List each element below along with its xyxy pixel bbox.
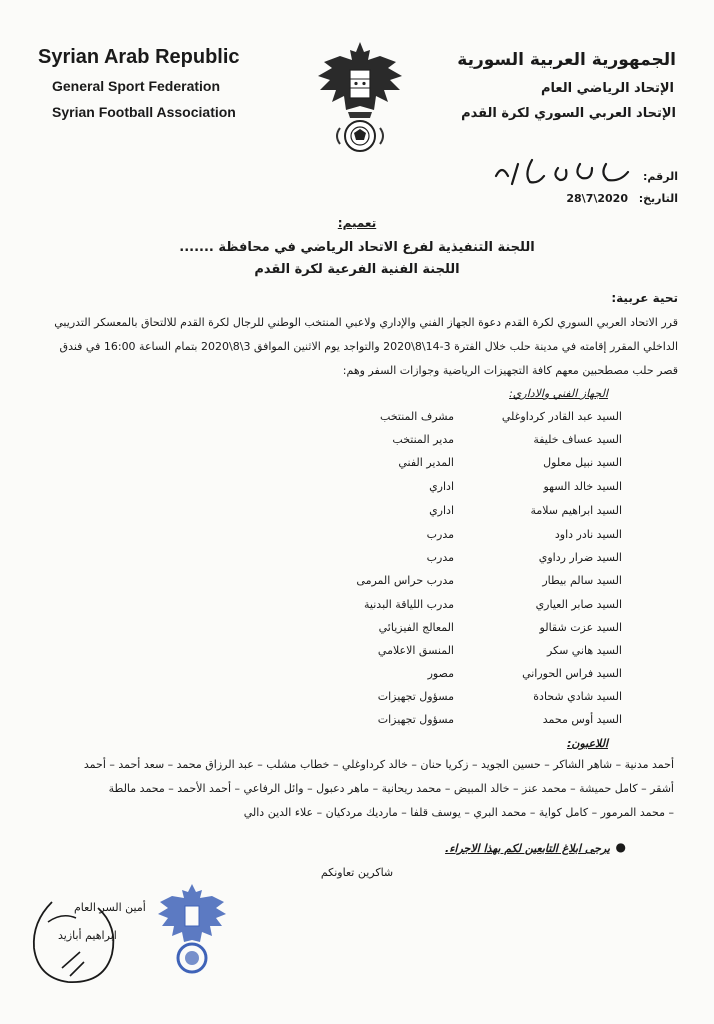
staff-role: مسؤول تجهيزات bbox=[377, 690, 454, 703]
staff-name: السيد عساف خليفة bbox=[533, 433, 622, 446]
staff-name: السيد شادي شحادة bbox=[533, 690, 622, 703]
date-label: التاريخ: bbox=[638, 192, 678, 205]
staff-row bbox=[302, 644, 622, 664]
staff-row bbox=[302, 574, 622, 594]
header-en-federation: General Sport Federation bbox=[52, 78, 221, 94]
staff-role: مشرف المنتخب bbox=[380, 410, 454, 423]
header-en-country: Syrian Arab Republic bbox=[38, 46, 240, 68]
staff-name: السيد سالم بيطار bbox=[542, 574, 622, 587]
date-value: 28\7\2020 bbox=[566, 192, 628, 205]
staff-section-title: الجهاز الفني والاداري: bbox=[509, 387, 608, 400]
staff-role: اداري bbox=[429, 504, 454, 517]
staff-row bbox=[302, 667, 622, 687]
staff-row bbox=[302, 433, 622, 453]
staff-role: مسؤول تجهيزات bbox=[377, 713, 454, 726]
body-line-2: الداخلي المقرر إقامته في مدينة حلب خلال الفترة 3-14\8\2020 والتواجد يوم الاثنين الموافق 3\8\2020 بتمام الساعة 16:00 في فندق bbox=[59, 340, 678, 353]
header-en-association: Syrian Football Association bbox=[52, 104, 236, 120]
bullet-icon: ● bbox=[615, 840, 626, 854]
header-ar-federation: الإتحاد الرياضي العام bbox=[541, 81, 674, 96]
staff-row bbox=[302, 690, 622, 710]
circular-title: تعميم: bbox=[337, 216, 377, 230]
staff-row bbox=[302, 528, 622, 548]
eagle-emblem-icon bbox=[310, 36, 410, 154]
players-line-2: أشقر – كامل حميشة – محمد عنز – خالد المبيض – محمد ريحانية – ماهر دعبول – وائل الرفاعي – أحمد الأحمد – محمد مالطة bbox=[108, 782, 674, 795]
staff-name: السيد أوس محمد bbox=[542, 713, 622, 726]
staff-name: السيد ضرار رداوي bbox=[538, 551, 622, 564]
staff-row bbox=[302, 713, 622, 733]
staff-name: السيد فراس الحوراني bbox=[522, 667, 622, 680]
staff-role: مصور bbox=[427, 667, 454, 680]
players-line-1: أحمد مدنية – شاهر الشاكر – حسين الجويد – زكريا حنان – خالد كرداوغلي – خطاب مشلب – عبد الرزاق محمد – سعد أحمد – أحمد bbox=[83, 758, 674, 771]
staff-row bbox=[302, 410, 622, 430]
header-ar-country: الجمهورية العربية السورية bbox=[457, 50, 676, 70]
reference-label: الرقم: bbox=[643, 170, 678, 183]
signatory-title: أمين السر العام bbox=[74, 901, 146, 914]
staff-row bbox=[302, 598, 622, 618]
staff-role: مدرب bbox=[426, 528, 454, 541]
staff-row bbox=[302, 551, 622, 571]
official-stamp-icon bbox=[152, 880, 232, 976]
staff-name: السيد نبيل معلول bbox=[543, 456, 622, 469]
signatory-name: ابراهيم أبازيد bbox=[58, 929, 117, 942]
staff-role: مدرب bbox=[426, 551, 454, 564]
addressee-line-2: اللجنة الفنية الفرعية لكرة القدم bbox=[254, 262, 460, 277]
staff-name: السيد صابر العياري bbox=[535, 598, 622, 611]
staff-row bbox=[302, 456, 622, 476]
handwritten-ref-number bbox=[488, 154, 638, 190]
staff-name: السيد خالد السهو bbox=[543, 480, 622, 493]
staff-role: مدير المنتخب bbox=[392, 433, 454, 446]
players-line-3: – محمد المرمور – كامل كواية – محمد البري – يوسف قلفا – ماردیك مردكيان – علاء الدين دالي bbox=[243, 806, 674, 819]
staff-role: المنسق الاعلامي bbox=[377, 644, 454, 657]
staff-role: مدرب حراس المرمى bbox=[356, 574, 454, 587]
staff-name: السيد هاني سكر bbox=[546, 644, 622, 657]
staff-row bbox=[302, 621, 622, 641]
greeting: تحية عربية: bbox=[611, 291, 678, 305]
staff-row bbox=[302, 480, 622, 500]
body-line-3: قصر حلب مصطحبين معهم كافة التجهيزات الرياضية وجوازات السفر وهم: bbox=[342, 364, 678, 377]
staff-name: السيد نادر داود bbox=[554, 528, 622, 541]
body-line-1: قرر الاتحاد العربي السوري لكرة القدم دعوة الجهاز الفني والإداري ولاعبي المنتخب الوطني للرجال لكرة القدم للالتحاق بالمعسكر التدريبي bbox=[54, 316, 678, 329]
staff-name: السيد عزت شقالو bbox=[539, 621, 622, 634]
players-section-title: اللاعبون: bbox=[566, 737, 608, 750]
closing-thanks: شاكرين تعاونكم bbox=[320, 866, 394, 879]
staff-role: اداري bbox=[429, 480, 454, 493]
staff-role: المعالج الفيزيائي bbox=[378, 621, 454, 634]
staff-name: السيد ابراهيم سلامة bbox=[530, 504, 622, 517]
addressee-line-1: اللجنة التنفيذية لفرع الاتحاد الرياضي في محافظة ....... bbox=[179, 240, 535, 255]
staff-role: المدير الفني bbox=[398, 456, 454, 469]
staff-role: مدرب اللياقة البدنية bbox=[364, 598, 454, 611]
follow-up-note: يرجى ابلاغ التابعين لكم بهذا الاجراء. bbox=[445, 842, 610, 855]
staff-name: السيد عبد القادر كرداوغلي bbox=[501, 410, 622, 423]
staff-row bbox=[302, 504, 622, 524]
header-ar-association: الإتحاد العربي السوري لكرة القدم bbox=[461, 106, 676, 121]
